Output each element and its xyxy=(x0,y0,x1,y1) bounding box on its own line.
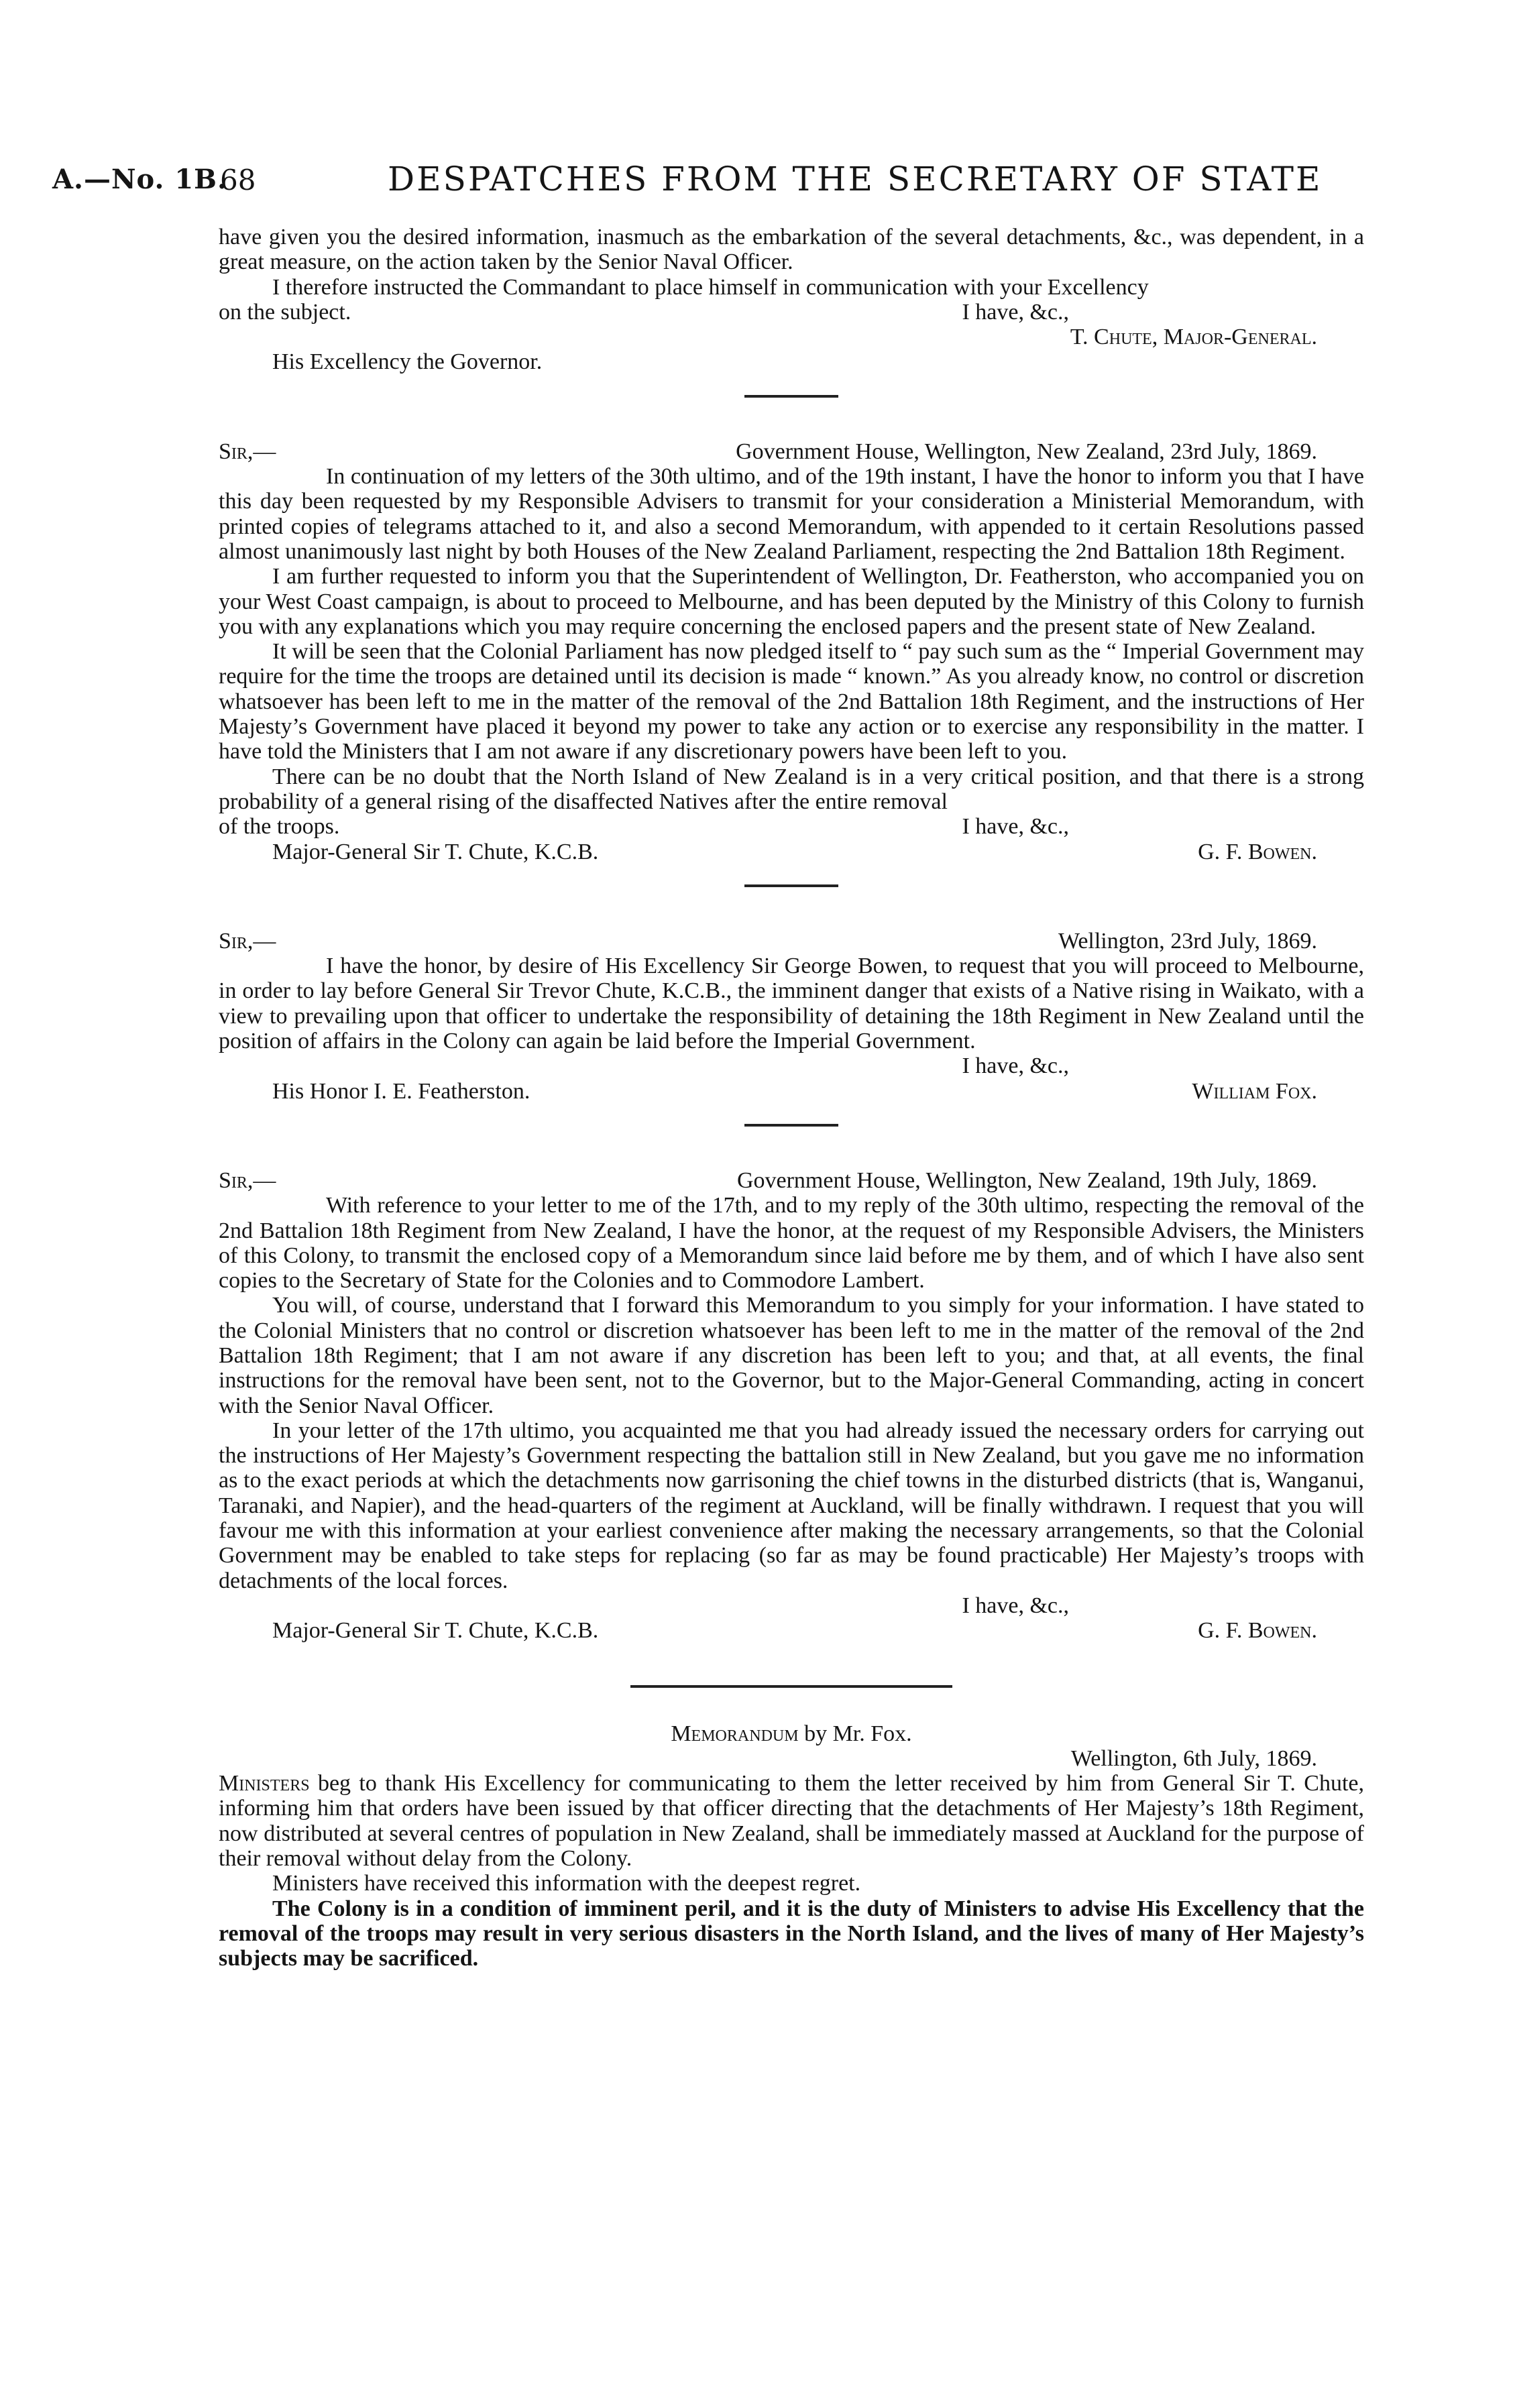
letter-sign-row xyxy=(219,1618,1364,1643)
memorandum-dateline: Wellington, 6th July, 1869. xyxy=(1070,1745,1317,1771)
letter-sign-row xyxy=(219,1079,1364,1104)
section-divider xyxy=(630,1685,952,1688)
memorandum-paragraph: Ministers have received this information with the deepest regret. xyxy=(272,1871,861,1896)
divider xyxy=(744,395,838,398)
salutation: Sir,— xyxy=(219,1167,276,1193)
letter-close: I have, &c., xyxy=(962,814,1069,840)
letter-paragraph: You will, of course, understand that I forward this Memorandum to you simply for your information. I have stated to the Colonial Ministers that no control or discretion whatsoever has been left to me in the matter of the removal of the 2nd Battalion 18th Regiment; that I am not aware if any discretion has been left to you; and that, at all events, the final instructions for the removal have been sent, not to the Governor, but to the Major-General Commanding, acting in concert with the Senior Naval Officer. xyxy=(219,1293,1364,1418)
top-letter-paragraph-2-end: on the subject. xyxy=(219,299,351,325)
dateline: Government House, Wellington, New Zealand, 19th July, 1869. xyxy=(736,1167,1317,1193)
dateline: Wellington, 23rd July, 1869. xyxy=(1058,928,1317,954)
top-letter-paragraph-1: have given you the desired information, inasmuch as the embarkation of the several detachments, &c., was dependent, in a great measure, on the action taken by the Senior Naval Officer. xyxy=(219,225,1364,275)
salutation: Sir,— xyxy=(219,928,276,954)
page-title: DESPATCHES FROM THE SECRETARY OF STATE xyxy=(388,160,1323,198)
dateline: Government House, Wellington, New Zealand, 23rd July, 1869. xyxy=(736,439,1317,464)
memorandum-title-rest: by Mr. Fox. xyxy=(798,1721,912,1746)
letter-paragraph: In continuation of my letters of the 30th ultimo, and of the 19th instant, I have the honor to inform you that I have this day been requested by my Responsible Advisers to transmit for your consideration a Ministerial Memorandum, with printed copies of telegrams attached to it, and also a second Memorandum, with appended to it certain Resolutions passed almost unanimously last night by both Houses of the New Zealand Parliament, respecting the 2nd Battalion 18th Regiment. xyxy=(219,464,1364,564)
letter-paragraph: With reference to your letter to me of the 17th, and to my reply of the 30th ultimo, respecting the removal of the 2nd Battalion 18th Regiment from New Zealand, I have the honor, at the request of my Responsible Advisers, the Ministers of this Colony, to transmit the enclosed copy of a Memorandum since laid before me by them, and of which I have also sent copies to the Secretary of State for the Colonies and to Commodore Lambert. xyxy=(219,1193,1364,1294)
letter-close: I have, &c., xyxy=(962,1593,1069,1618)
letter-sign-row xyxy=(219,840,1364,864)
page-header xyxy=(52,160,1394,207)
page-number: 68 xyxy=(220,164,256,196)
memorandum-paragraph-text: beg to thank His Excellency for communicating to them the letter received by him from General Sir T. Chute, informing him that orders have been issued by that officer directing that the detachments of Her Majesty’s 18th Regiment, now distributed at several centres of population in New Zealand, shall be immediately massed at Auckland for the purpose of their removal without delay from the Colony. xyxy=(219,1771,1364,1872)
top-letter-paragraph-2: I therefore instructed the Commandant to place himself in communication with your Excellency xyxy=(272,274,1149,300)
memorandum xyxy=(219,1721,1364,1971)
top-letter-close-row xyxy=(219,300,1364,325)
addressee: Major-General Sir T. Chute, K.C.B. xyxy=(272,839,599,864)
top-letter-signature: T. Chute, Major-General. xyxy=(1070,325,1317,350)
letter-paragraph: I have the honor, by desire of His Excellency Sir George Bowen, to request that you will proceed to Melbourne, in order to lay before General Sir Trevor Chute, K.C.B., the imminent danger that exists of a Native rising in Waikato, with a view to prevailing upon that officer to undertake the responsibility of detaining the 18th Regiment in New Zealand until the position of affairs in the Colony can again be laid before the Imperial Government. xyxy=(219,954,1364,1054)
letter-23-july-bowen xyxy=(219,439,1364,864)
letter-paragraph: It will be seen that the Colonial Parliament has now pledged itself to “ pay such sum as the “ Imperial Government may require for the time the troops are detained until its decision is made “ known.” As you already know, no control or discretion whatsoever has been left to me in the matter of the removal of the 2nd Battalion 18th Regiment, and the instructions of Her Majesty’s Government have placed it beyond my power to take any action or to exercise any responsibility in the matter. I have told the Ministers that I am not aware if any discretionary powers have been left to you. xyxy=(219,639,1364,764)
addressee: His Honor I. E. Featherston. xyxy=(272,1078,530,1104)
letter-heading xyxy=(219,929,1364,954)
letter-paragraph: I am further requested to inform you that the Superintendent of Wellington, Dr. Featherston, who accompanied you on your West Coast campaign, is about to proceed to Melbourne, and has been deputed by the Ministry of this Colony to furnish you with any explanations which you may require concerning the enclosed papers and the present state of New Zealand. xyxy=(219,564,1364,639)
letter-heading xyxy=(219,439,1364,464)
page-body xyxy=(219,225,1364,1971)
letter-19-july-bowen xyxy=(219,1168,1364,1644)
divider xyxy=(744,884,838,887)
letter-close: I have, &c., xyxy=(962,1053,1069,1079)
memorandum-lead-word: Ministers xyxy=(219,1771,310,1796)
salutation: Sir,— xyxy=(219,439,276,464)
memorandum-paragraph: The Colony is in a condition of imminent peril, and it is the duty of Ministers to advise His Excellency that the removal of the troops may result in very serious disasters in the North Island, and the lives of many of Her Majesty’s subjects may be sacrificed. xyxy=(219,1896,1364,1971)
addressee: Major-General Sir T. Chute, K.C.B. xyxy=(272,1618,599,1644)
paper-reference: A.—No. 1B. xyxy=(52,164,227,195)
letter-paragraph: In your letter of the 17th ultimo, you acquainted me that you had already issued the necessary orders for carrying out the instructions of Her Majesty’s Government respecting the battalion still in New Zealand, but you gave me no information as to the exact periods at which the detachments now garrisoning the chief towns in the disturbed districts (that is, Wanganui, Taranaki, and Napier), and the head-quarters of the regiment at Auckland, will be finally withdrawn. I request that you will favour me with this information at your earliest convenience after making the necessary arrangements, so that the Colonial Government may be enabled to take steps for replacing (so far as may be found practicable) Her Majesty’s troops with detachments of the local forces. xyxy=(219,1418,1364,1593)
top-letter xyxy=(219,225,1364,375)
divider xyxy=(744,1124,838,1127)
top-letter-addressee: His Excellency the Governor. xyxy=(272,349,543,375)
memorandum-title-word: Memorandum xyxy=(671,1721,799,1746)
signature: William Fox. xyxy=(1192,1078,1317,1104)
memorandum-paragraph xyxy=(219,1771,1364,1871)
top-letter-close: I have, &c., xyxy=(962,299,1069,325)
signature: G. F. Bowen. xyxy=(1198,1618,1317,1644)
letter-heading xyxy=(219,1168,1364,1193)
memorandum-title xyxy=(219,1721,1364,1746)
letter-close-row xyxy=(219,814,1364,839)
signature: G. F. Bowen. xyxy=(1198,839,1317,864)
letter-last-line: of the troops. xyxy=(219,814,340,840)
letter-paragraph: There can be no doubt that the North Island of New Zealand is in a very critical position, and that there is a strong probability of a general rising of the disaffected Natives after the entire removal xyxy=(219,764,1364,814)
letter-fox-to-featherston xyxy=(219,929,1364,1104)
